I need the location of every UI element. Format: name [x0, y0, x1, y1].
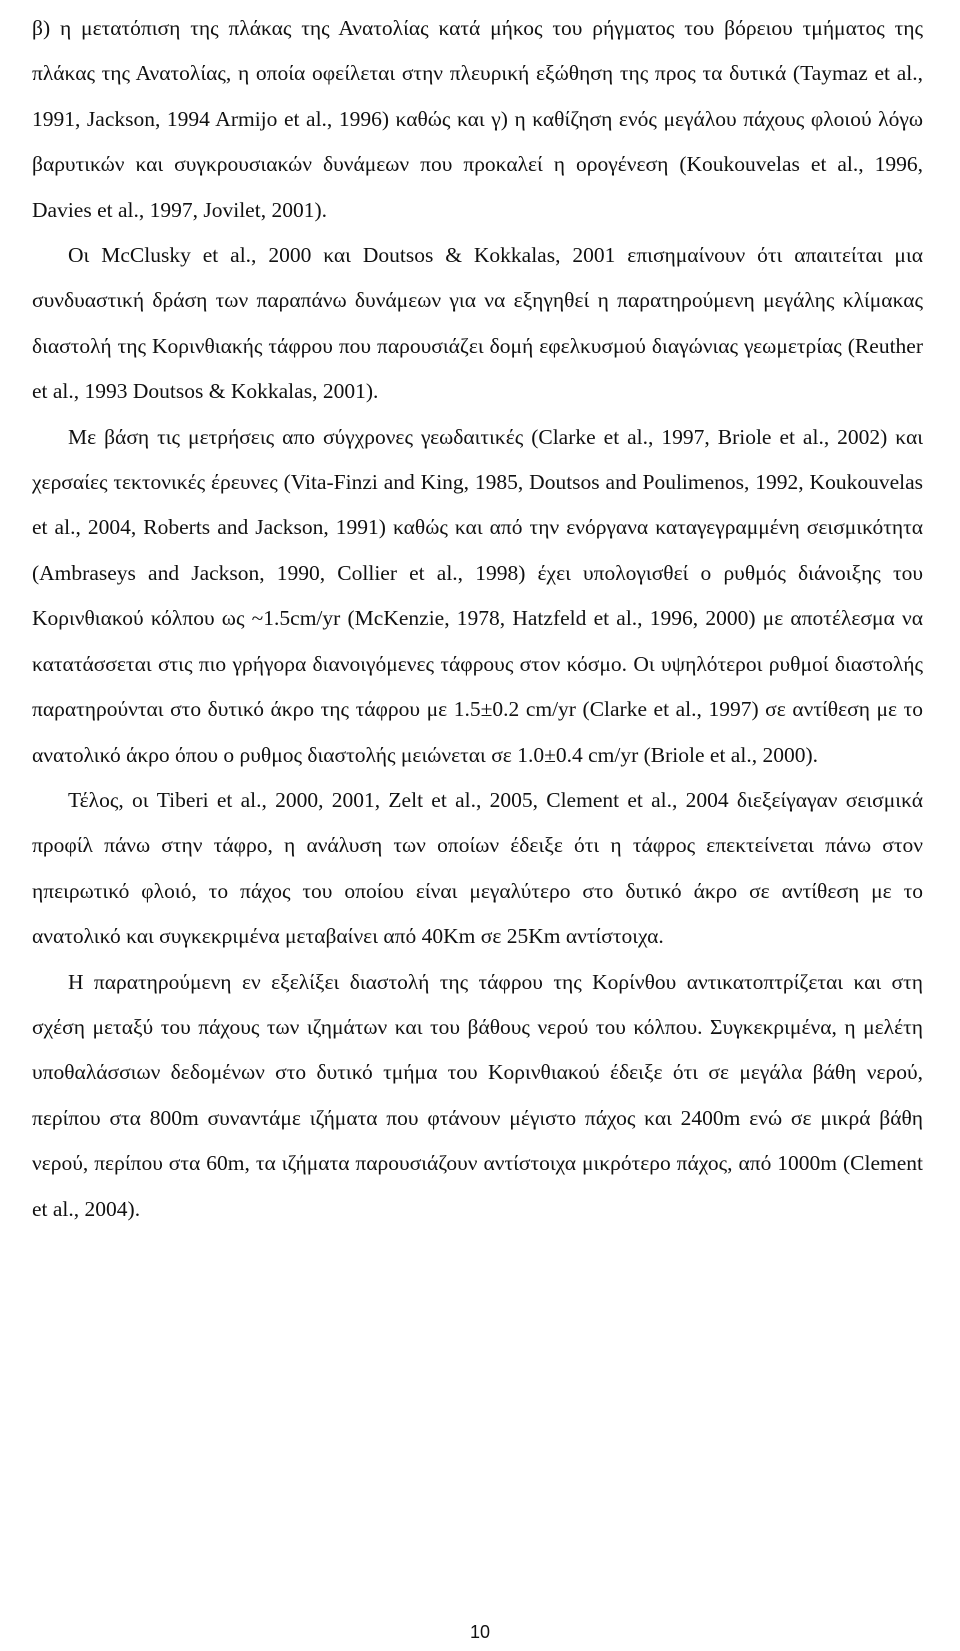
paragraph-geodetic-measurements: Με βάση τις μετρήσεις απο σύγχρονες γεωδαιτικές (Clarke et al., 1997, Briole et al., 2002) και χερσαίες τεκτονικές έρευνες (Vita-Finzi and King, 1985, Doutsos and Poulimenos, 1992, Koukouvelas et al., 2004, Roberts and Jackson, 1991) καθώς και από την ενόργανα καταγεγραμμένη σεισμικότητα (Ambraseys and Jackson, 1990, Collier et al., 1998) έχει υπολογισθεί ο ρυθμός διάνοιξης του Κορινθιακού κόλπου ως ~1.5cm/yr (McKenzie, 1978, Hatzfeld et al., 1996, 2000) με αποτέλεσμα να κατατάσσεται στις πιο γρήγορα διανοιγόμενες τάφρους στον κόσμο. Οι υψηλότεροι ρυθμοί διαστολής παρατηρούνται στο δυτικό άκρο της τάφρου με 1.5±0.2 cm/yr (Clarke et al., 1997) σε αντίθεση με το ανατολικό άκρο όπου ο ρυθμος διαστολής μειώνεται σε 1.0±0.4 cm/yr (Briole et al., 2000). — [32, 424, 923, 767]
paragraph-mcclusky: Οι McClusky et al., 2000 και Doutsos & Kokkalas, 2001 επισημαίνουν ότι απαιτείται μια συνδυαστική δράση των παραπάνω δυνάμεων για να εξηγηθεί η παρατηρούμενη μεγάλης κλίμακας διαστολή της Κορινθιακής τάφρου που παρουσιάζει δομή εφελκυσμού διαγώνιας γεωμετρίας (Reuther et al., 1993 Doutsos & Kokkalas, 2001). — [32, 243, 923, 404]
document-body — [32, 6, 923, 1232]
paragraph-sediment-thickness: Η παρατηρούμενη εν εξελίξει διαστολή της τάφρου της Κορίνθου αντικατοπτρίζεται και στη σχέση μεταξύ του πάχους των ιζημάτων και του βάθους νερού του κόλπου. Συγκεκριμένα, η μελέτη υποθαλάσσιων δεδομένων στο δυτικό τμήμα του Κορινθιακού έδειξε ότι σε μεγάλα βάθη νερού, περίπου στα 800m συναντάμε ιζήματα που φτάνουν μέγιστο πάχος και 2400m ενώ σε μικρά βάθη νερού, περίπου στα 60m, τα ιζήματα παρουσιάζουν αντίστοιχα μικρότερο πάχος, από 1000m (Clement et al., 2004). — [32, 969, 923, 1221]
page-number: 10 — [469, 1622, 491, 1642]
paragraph-seismic-profiles: Τέλος, οι Tiberi et al., 2000, 2001, Zelt et al., 2005, Clement et al., 2004 διεξείγαγαν σεισμικά προφίλ πάνω στην τάφρο, η ανάλυση των οποίων έδειξε ότι η τάφρος επεκτείνεται πάνω στον ηπειρωτικό φλοιό, το πάχος του οποίου είναι μεγαλύτερο στο δυτικό άκρο σε αντίθεση με το ανατολικό και συγκεκριμένα μεταβαίνει από 40Km σε 25Km αντίστοιχα. — [32, 787, 923, 949]
paragraph-continuation: β) η μετατόπιση της πλάκας της Ανατολίας κατά μήκος του ρήγματος του βόρειου τμήματος της πλάκας της Ανατολίας, η οποία οφείλεται στην πλευρική εξώθηση της προς τα δυτικά (Taymaz et al., 1991, Jackson, 1994 Armijo et al., 1996) καθώς και γ) η καθίζηση ενός μεγάλου πάχους φλοιού λόγω βαρυτικών και συγκρουσιακών δυνάμεων που προκαλεί η ορογένεση (Koukouvelas et al., 1996, Davies et al., 1997, Jovilet, 2001). — [32, 16, 923, 222]
